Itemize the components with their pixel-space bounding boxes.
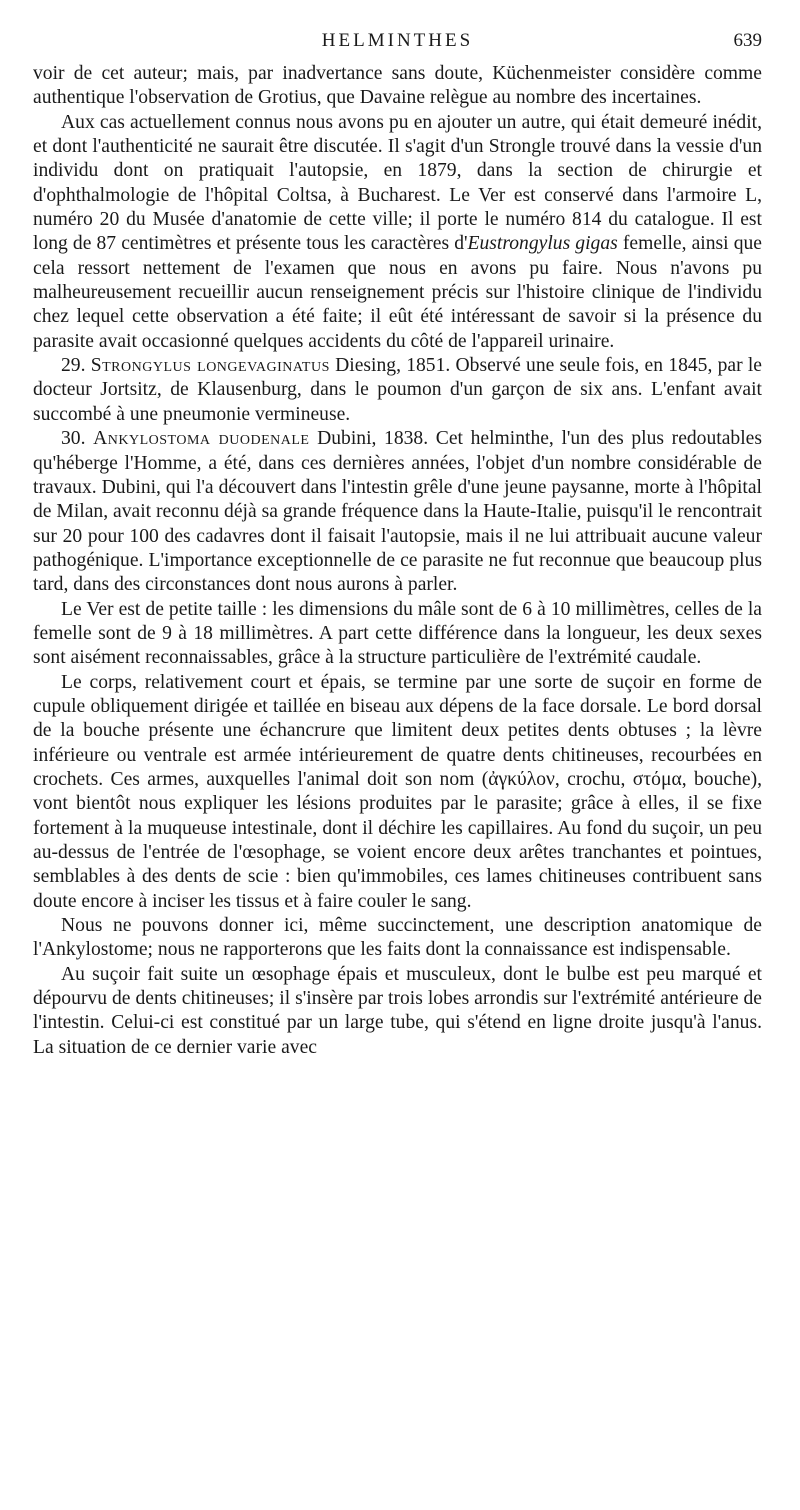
- paragraph-text: Le Ver est de petite taille : les dimensions du mâle sont de 6 à 10 millimètres, celles de la femelle sont de 9 à 18 millimètres. A part cette différence dans la longueur, les deux sexes sont aisément reconnaissables, grâce à la structure particulière de l'extrémité caudale.: [33, 598, 762, 669]
- page-number: 639: [733, 30, 762, 51]
- paragraph-text: Nous ne pouvons donner ici, même succinctement, une description anatomique de l'Ankylostome; nous ne rapporterons que les faits dont la connaissance est indispensable.: [33, 915, 762, 961]
- paragraph-corps: [33, 671, 762, 914]
- paragraph-suçoir: [33, 963, 762, 1060]
- page-body: [33, 62, 762, 1060]
- entry-29: [33, 354, 762, 427]
- paragraph-text: voir de cet auteur; mais, par inadvertance sans doute, Küchenmeister considère comme authentique l'observation de Grotius, que Davaine relègue au nombre des incertaines.: [33, 63, 762, 109]
- paragraph-text: Dubini, 1838. Cet helminthe, l'un des plus redoutables qu'héberge l'Homme, a été, dans ces dernières années, l'objet d'un nombre considérable de travaux. Dubini, qui l'a découvert dans l'intestin grêle d'une jeune paysanne, morte à l'hôpital de Milan, avait reconnu déjà sa grande fréquence dans la Haute-Italie, puisqu'il le rencontrait sur 20 pour 100 des cadavres dont il faisait l'autopsie, mais il ne lui attribuait aucune valeur pathogénique. L'importance exceptionnelle de ce parasite ne fut reconnue que beaucoup plus tard, dans des circonstances dont nous aurons à parler.: [33, 428, 762, 596]
- species-name: Ankylostoma duodenale: [93, 428, 310, 450]
- paragraph-anatomie: [33, 914, 762, 963]
- paragraph-text: Au suçoir fait suite un œsophage épais et musculeux, dont le bulbe est peu marqué et dépourvu de dents chitineuses; il s'insère par trois lobes arrondis sur l'extrémité antérieure de l'intestin. Celui-ci est constitué par un large tube, qui s'étend en ligne droite jusqu'à l'anus. La situation de ce dernier varie avec: [33, 963, 762, 1058]
- entry-number: 29.: [61, 355, 86, 377]
- paragraph-text: Le corps, relativement court et épais, se termine par une sorte de suçoir en forme de cupule obliquement dirigée et taillée en biseau aux dépens de la face dorsale. Le bord dorsal de la bouche présente une échancrure que limitent deux petites dents obtuses ; la lèvre inférieure ou ventrale est armée intérieurement de quatre dents chitineuses, recourbées en crochets. Ces armes, auxquelles l'animal doit son nom (ἀγκύλον, crochu, στόμα, bouche), vont bientôt nous expliquer les lésions produites par le parasite; grâce à elles, il se fixe fortement à la muqueuse intestinale, dont il déchire les capillaires. Au fond du suçoir, un peu au-dessus de l'entrée de l'œsophage, se voient encore deux arêtes tranchantes et pointues, semblables à des dents de scie : bien qu'immobiles, ces lames chitineuses contribuent sans doute encore à inciser les tissus et à faire couler le sang.: [33, 671, 762, 912]
- paragraph-text: femelle, ainsi que cela ressort nettement de l'examen que nous en avons pu faire. Nous n'avons pu malheureusement recueillir aucun renseignement précis sur l'histoire clinique de l'individu chez lequel cette observation a été faite; il eût été intéressant de savoir si la présence du parasite avait occasionné quelques accidents du côté de l'appareil urinaire.: [33, 233, 762, 352]
- species-name: Strongylus longevaginatus: [90, 355, 330, 377]
- paragraph-taille: [33, 598, 762, 671]
- paragraph-text: Aux cas actuellement connus nous avons pu en ajouter un autre, qui était demeuré inédit, et dont l'authenticité ne saurait être discutée. Il s'agit d'un Strongle trouvé dans la vessie d'un individu dont on pratiquait l'autopsie, en 1879, dans la section de chirurgie et d'ophthalmologie de l'hôpital Coltsa, à Bucharest. Le Ver est conservé dans l'armoire L, numéro 20 du Musée d'anatomie de cette ville; il porte le numéro 814 du catalogue. Il est long de 87 centimètres et présente tous les caractères d': [33, 111, 762, 255]
- entry-30: [33, 427, 762, 597]
- paragraph-strongle-vessie: [33, 111, 762, 354]
- paragraph-continuation: [33, 62, 762, 111]
- paragraph-text: Diesing, 1851. Observé une seule fois, en 1845, par le docteur Jortsitz, de Klausenburg, dans le poumon d'un garçon de six ans. L'enfant avait succombé à une pneumonie vermineuse.: [33, 355, 762, 425]
- page-header: [33, 28, 762, 58]
- running-title: HELMINTHES: [321, 30, 474, 51]
- species-name: Eustrongylus gigas: [467, 233, 618, 255]
- entry-number: 30.: [61, 428, 86, 450]
